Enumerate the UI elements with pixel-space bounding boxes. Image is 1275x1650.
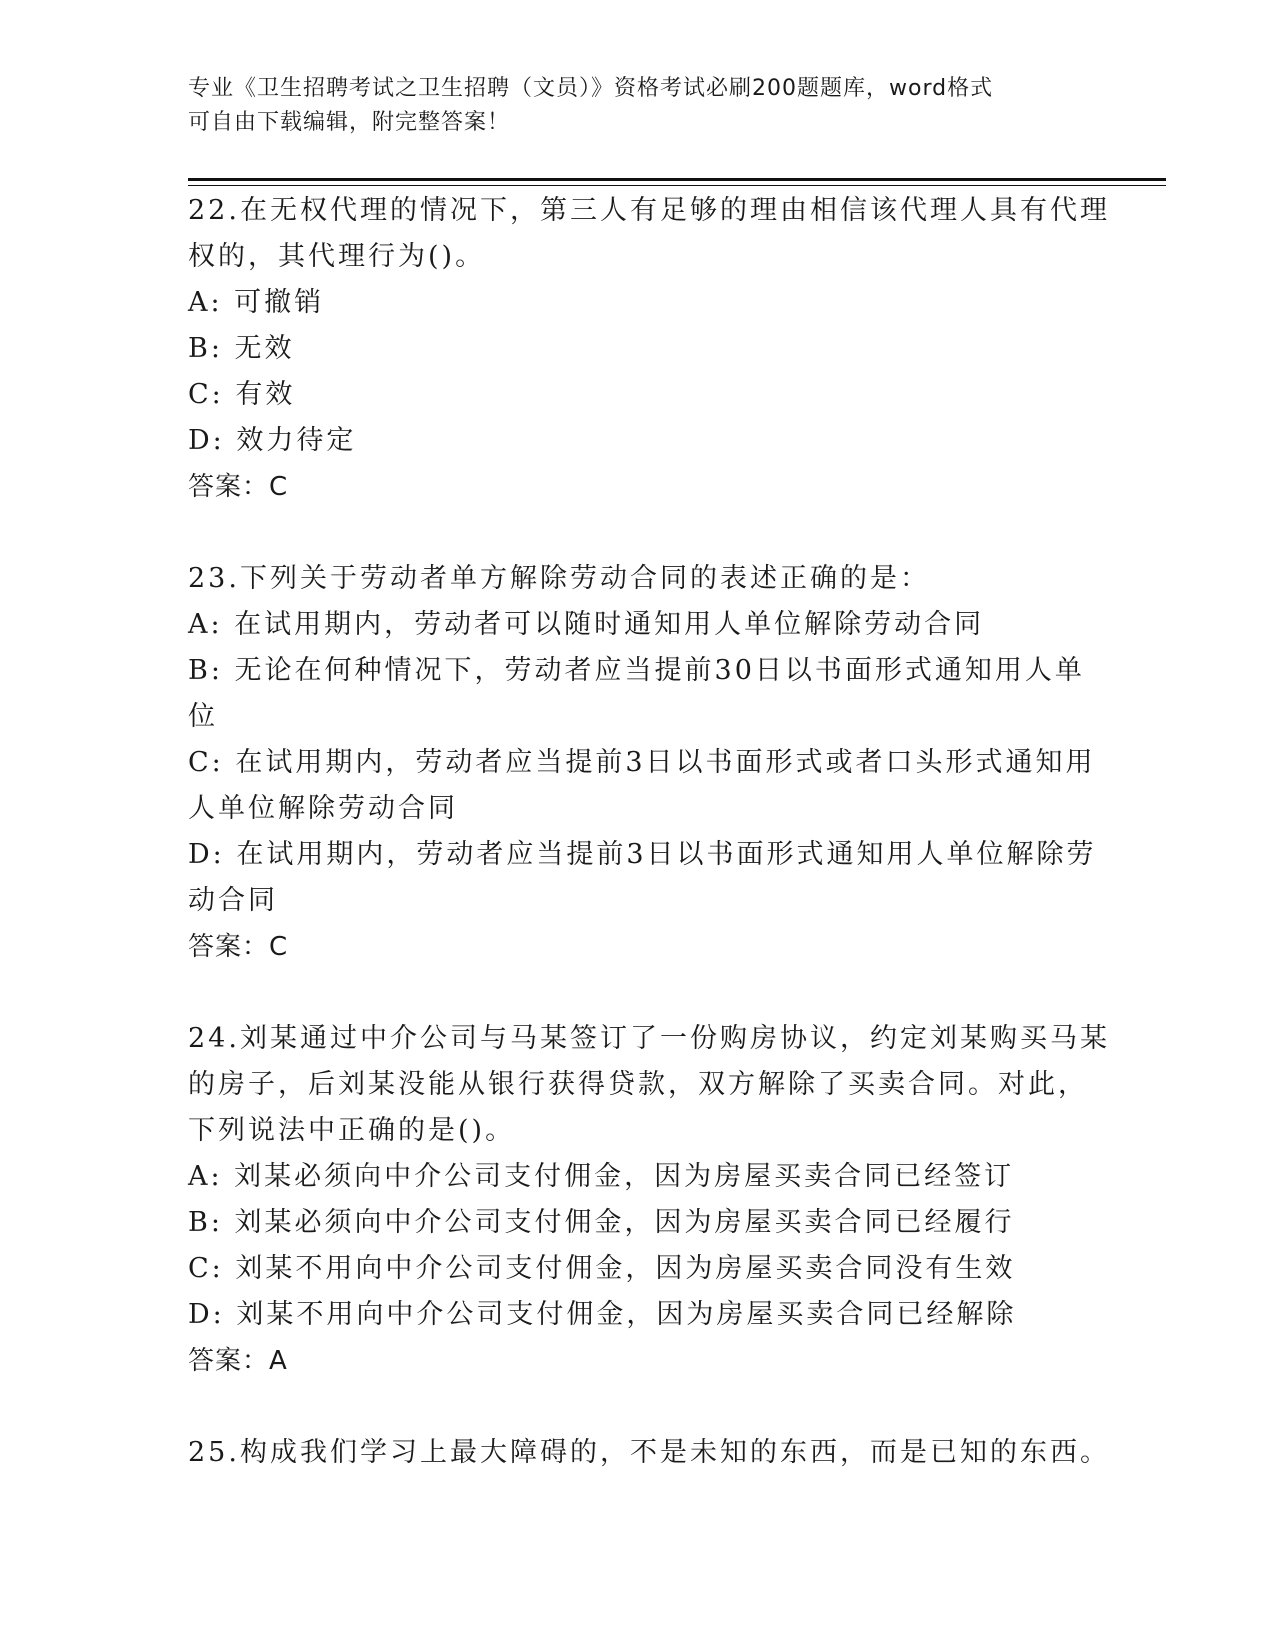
question-25 [188,1430,1110,1476]
option-c: C: 刘某不用向中介公司支付佣金，因为房屋买卖合同没有生效 [188,1253,1016,1284]
answer: 答案：C [188,932,289,962]
question-22 [188,188,1110,510]
option-b: B: 无效 [188,333,295,364]
header-rule-thick [188,178,1166,181]
question-text: 24.刘某通过中介公司与马某签订了一份购房协议，约定刘某购买马某 [188,1023,1110,1054]
question-23 [188,556,1097,970]
question-text: 25.构成我们学习上最大障碍的，不是未知的东西，而是已知的东西。 [188,1437,1110,1468]
question-24 [188,1016,1110,1384]
option-b: B: 无论在何种情况下，劳动者应当提前30日以书面形式通知用人单 [188,655,1085,686]
question-text: 权的，其代理行为()。 [188,241,486,272]
option-d: D: 在试用期内，劳动者应当提前3日以书面形式通知用人单位解除劳 [188,839,1097,870]
question-text: 23.下列关于劳动者单方解除劳动合同的表述正确的是： [188,563,930,594]
answer: 答案：A [188,1346,288,1376]
question-text: 下列说法中正确的是()。 [188,1115,516,1146]
header-rule-thin [188,185,1166,186]
option-c-continued: 人单位解除劳动合同 [188,793,458,824]
option-b-continued: 位 [188,701,218,732]
header-line-1: 专业《卫生招聘考试之卫生招聘（文员）》资格考试必刷200题题库，word格式 [188,76,994,101]
option-c: C: 在试用期内，劳动者应当提前3日以书面形式或者口头形式通知用 [188,747,1096,778]
question-text: 22.在无权代理的情况下，第三人有足够的理由相信该代理人具有代理 [188,195,1110,226]
option-a: A: 在试用期内，劳动者可以随时通知用人单位解除劳动合同 [188,609,985,640]
document-header [188,72,1068,140]
option-a: A: 可撤销 [188,287,325,318]
question-list [188,188,1110,1522]
option-d-continued: 动合同 [188,885,278,916]
option-a: A: 刘某必须向中介公司支付佣金，因为房屋买卖合同已经签订 [188,1161,1015,1192]
option-c: C: 有效 [188,379,296,410]
option-d: D: 效力待定 [188,425,357,456]
header-line-2: 可自由下载编辑，附完整答案！ [188,110,511,135]
option-b: B: 刘某必须向中介公司支付佣金，因为房屋买卖合同已经履行 [188,1207,1015,1238]
question-text: 的房子，后刘某没能从银行获得贷款，双方解除了买卖合同。对此， [188,1069,1088,1100]
option-d: D: 刘某不用向中介公司支付佣金，因为房屋买卖合同已经解除 [188,1299,1017,1330]
answer: 答案：C [188,472,289,502]
